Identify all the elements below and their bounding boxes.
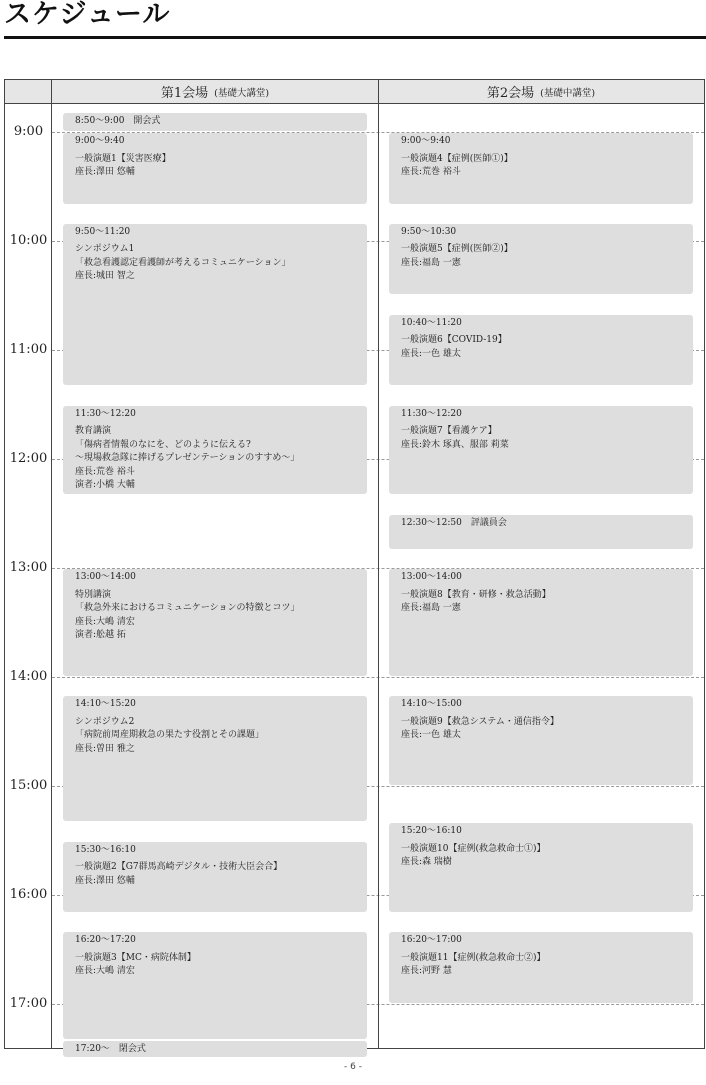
room1-sub: (基礎大講堂): [214, 87, 270, 99]
session-time: 17:20～ 閉会式: [75, 1044, 146, 1055]
room2-sub: (基礎中講堂): [540, 87, 596, 99]
time-label: 17:00: [9, 996, 48, 1011]
time-label: 11:00: [9, 342, 48, 357]
session-block: [389, 569, 693, 676]
session-line: 教育講演: [75, 426, 112, 436]
room2-header: [378, 80, 704, 104]
session-line: 一般演題11【症例(救急救命士②)】: [401, 952, 546, 963]
session-line: 一般演題6【COVID-19】: [401, 335, 507, 346]
session-block: [389, 932, 693, 1003]
session-line: 座長:荒巻 裕斗: [75, 466, 135, 477]
session-line: 座長:城田 智之: [75, 271, 135, 282]
session-line: 座長:河野 慧: [401, 966, 452, 977]
page-title: スケジュール: [4, 0, 171, 30]
time-label: 13:00: [9, 560, 48, 575]
session-time: 9:00～9:40: [75, 136, 125, 146]
room-divider: [378, 80, 379, 1048]
session-line: 一般演題1【災害医療】: [75, 153, 171, 164]
session-block: [63, 406, 367, 495]
time-label: 15:00: [9, 778, 48, 793]
session-block: [63, 842, 367, 913]
session-line: 座長:大嶋 清宏: [75, 966, 135, 977]
session-time: 11:30～12:20: [401, 408, 462, 419]
title-rule: [4, 36, 706, 39]
session-line: 「傷病者情報のなにを、どのように伝える?: [75, 439, 251, 450]
session-block: [389, 696, 693, 785]
time-label: 9:00: [13, 124, 44, 139]
session-block: [63, 224, 367, 386]
session-block: [63, 1041, 367, 1057]
session-block: [63, 133, 367, 204]
session-time: 14:10～15:00: [401, 699, 462, 710]
session-line: 「救急外来におけるコミュニケーションの特徴とコツ」: [75, 603, 300, 613]
session-block: [63, 569, 367, 676]
session-line: 座長:澤田 悠輔: [75, 167, 135, 177]
session-block: [63, 932, 367, 1039]
session-block: [389, 406, 693, 495]
session-line: 「救急看護認定看護師が考えるコミュニケーション」: [75, 257, 291, 268]
session-line: 一般演題8【教育・研修・救急活動】: [401, 589, 551, 600]
session-line: 一般演題3【MC・病院体制】: [75, 952, 196, 963]
room2-name: 第2会場: [486, 86, 535, 101]
time-label: 16:00: [9, 887, 48, 902]
time-label: 12:00: [9, 451, 48, 466]
session-line: 一般演題10【症例(救急救命士①)】: [401, 843, 546, 854]
session-time: 16:20～17:20: [75, 935, 136, 946]
session-line: シンポジウム2: [75, 716, 135, 727]
time-label: 14:00: [9, 669, 48, 684]
session-time: 12:30～12:50 評議員会: [401, 517, 507, 528]
session-time: 15:30～16:10: [75, 844, 136, 855]
session-block: [389, 224, 693, 295]
session-line: ～現場救急隊に捧げるプレゼンテーションのすすめ～」: [75, 453, 300, 463]
session-block: [389, 515, 693, 549]
session-time: 16:20～17:00: [401, 935, 462, 946]
session-time: 9:00～9:40: [401, 136, 451, 146]
session-time: 13:00～14:00: [401, 572, 462, 582]
session-time: 11:30～12:20: [75, 408, 136, 419]
session-line: 一般演題5【症例(医師②)】: [401, 244, 513, 255]
session-line: 座長:福島 一憲: [401, 257, 461, 268]
session-line: 座長:大嶋 清宏: [75, 616, 135, 627]
session-block: [389, 133, 693, 204]
time-column-divider: [51, 80, 52, 1048]
session-line: 座長:荒巻 裕斗: [401, 167, 461, 177]
session-line: 座長:一色 雄太: [401, 730, 461, 741]
session-time: 8:50～9:00 開会式: [75, 116, 161, 126]
session-line: シンポジウム1: [75, 244, 135, 255]
session-line: 演者:舩越 拓: [75, 630, 126, 640]
session-line: 特別講演: [75, 589, 112, 600]
schedule-grid: [4, 79, 705, 1055]
session-time: 13:00～14:00: [75, 572, 136, 582]
session-block: [389, 315, 693, 386]
room1-header: [52, 80, 378, 104]
session-line: 座長:澤田 悠輔: [75, 875, 135, 886]
session-line: 一般演題7【看護ケア】: [401, 426, 497, 436]
session-line: 演者:小橋 大輔: [75, 480, 135, 490]
session-block: [63, 696, 367, 821]
session-line: 座長:森 瑞樹: [401, 857, 452, 868]
session-line: 一般演題4【症例(医師①)】: [401, 153, 513, 164]
session-time: 9:50～10:30: [401, 226, 457, 237]
session-time: 14:10～15:20: [75, 699, 136, 710]
session-line: 座長:福島 一憲: [401, 603, 461, 613]
session-block: [63, 113, 367, 131]
session-line: 座長:一色 雄太: [401, 348, 461, 359]
time-header-cell: [5, 80, 52, 104]
session-line: 座長:鈴木 琢真、服部 莉菜: [401, 439, 509, 450]
time-label: 10:00: [9, 233, 48, 248]
session-line: 一般演題9【救急システム・通信指令】: [401, 716, 559, 727]
session-time: 10:40～11:20: [401, 317, 462, 328]
session-time: 9:50～11:20: [75, 226, 131, 237]
session-line: 「病院前周産期救急の果たす役割とその課題」: [75, 730, 265, 741]
session-line: 座長:曽田 雅之: [75, 743, 135, 754]
session-line: 一般演題2【G7群馬高崎デジタル・技術大臣会合】: [75, 862, 283, 872]
session-time: 15:20～16:10: [401, 826, 462, 837]
session-block: [389, 823, 693, 912]
page-number: - 6 -: [344, 1062, 362, 1072]
room1-name: 第1会場: [160, 86, 209, 101]
